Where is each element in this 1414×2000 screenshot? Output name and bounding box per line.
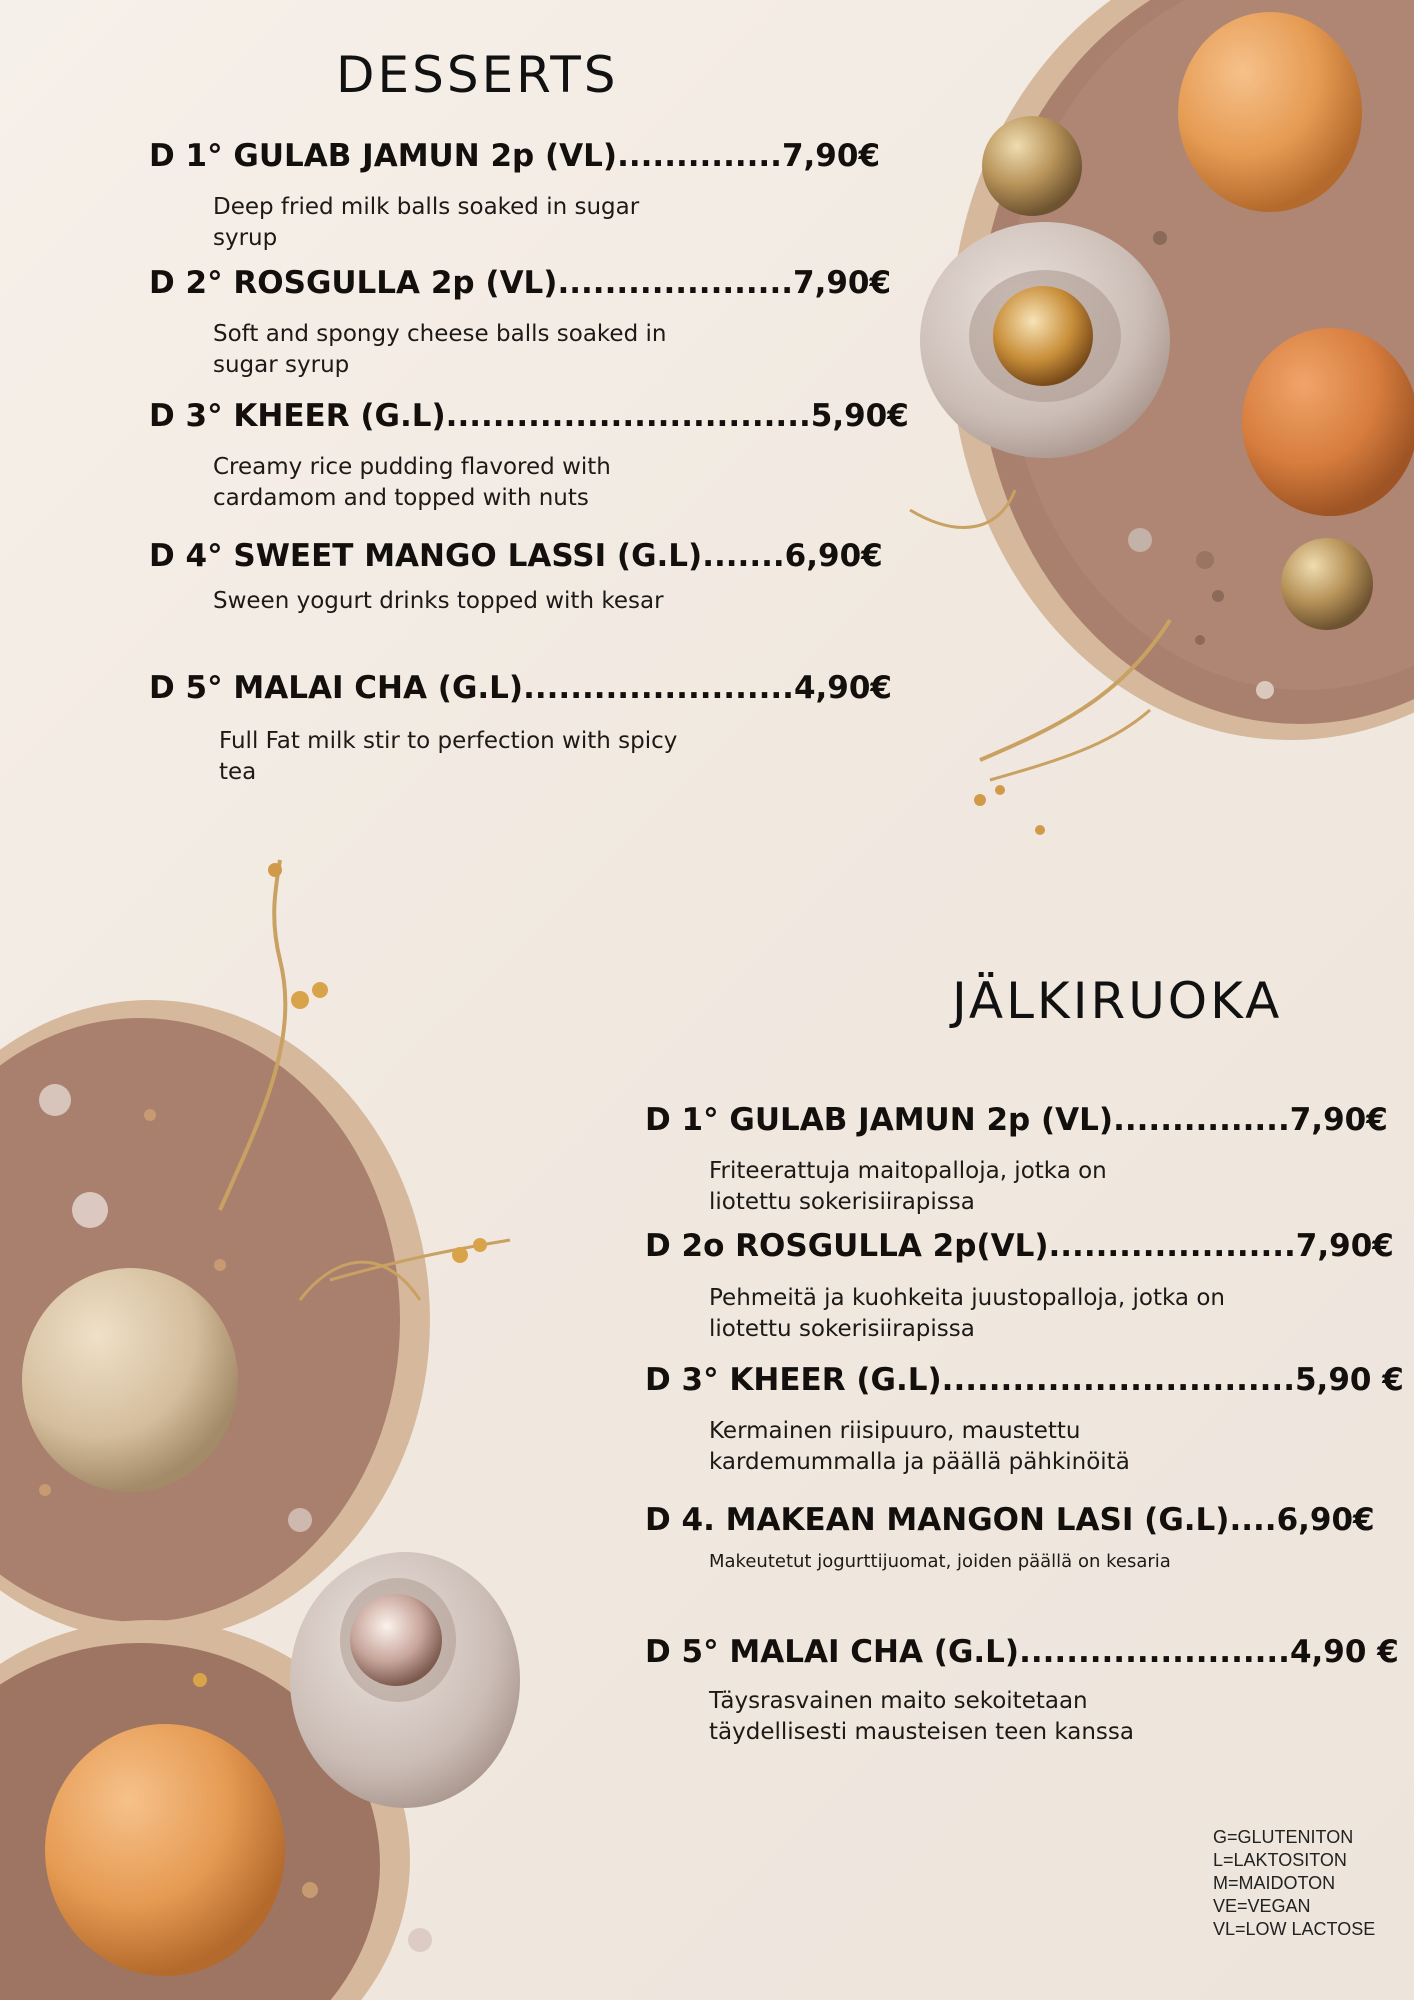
legend-gluten-free: G=GLUTENITON bbox=[1213, 1827, 1354, 1847]
dessert-item-3-desc: Creamy rice pudding flavored with cardamom and topped with nuts bbox=[213, 454, 611, 511]
dessert-item-5-desc: Full Fat milk stir to perfection with spicy tea bbox=[219, 728, 678, 785]
jalkiruoka-item-2-title: D 2o ROSGULLA 2p(VL).....................7,90€ bbox=[645, 1228, 1394, 1264]
dessert-item-4-title: D 4° SWEET MANGO LASSI (G.L).......6,90€ bbox=[149, 538, 883, 574]
jalkiruoka-heading: JÄLKIRUOKA bbox=[952, 972, 1283, 1030]
dessert-item-5-title: D 5° MALAI CHA (G.L).......................4,90€ bbox=[149, 670, 893, 706]
legend-vegan: VE=VEGAN bbox=[1213, 1896, 1311, 1916]
jalkiruoka-item-4-desc: Makeutetut jogurttijuomat, joiden päällä on kesaria bbox=[709, 1551, 1171, 1572]
dessert-item-1-desc: Deep fried milk balls soaked in sugar syrup bbox=[213, 194, 640, 251]
dessert-item-3-title: D 3° KHEER (G.L)...............................5,90€ bbox=[149, 398, 909, 434]
legend-low-lactose: VL=LOW LACTOSE bbox=[1213, 1919, 1376, 1939]
jalkiruoka-item-1-desc: Friteerattuja maitopalloja, jotka on liotettu sokerisiirapissa bbox=[709, 1158, 1107, 1215]
jalkiruoka-item-3-title: D 3° KHEER (G.L)..............................5,90 € bbox=[645, 1362, 1404, 1398]
dietary-legend bbox=[1213, 1826, 1403, 1941]
legend-lactose-free: L=LAKTOSITON bbox=[1213, 1850, 1347, 1870]
jalkiruoka-item-2-desc: Pehmeitä ja kuohkeita juustopalloja, jotka on liotettu sokerisiirapissa bbox=[709, 1285, 1225, 1342]
jalkiruoka-item-5-title: D 5° MALAI CHA (G.L).......................4,90 € bbox=[645, 1634, 1399, 1670]
jalkiruoka-item-4-title: D 4. MAKEAN MANGON LASI (G.L)....6,90€ bbox=[645, 1502, 1375, 1538]
jalkiruoka-item-3-desc: Kermainen riisipuuro, maustettu kardemummalla ja päällä pähkinöitä bbox=[709, 1418, 1130, 1475]
dessert-item-1-title: D 1° GULAB JAMUN 2p (VL)..............7,90€ bbox=[149, 138, 881, 174]
dessert-item-4-desc: Sween yogurt drinks topped with kesar bbox=[213, 588, 664, 614]
jalkiruoka-item-1-title: D 1° GULAB JAMUN 2p (VL)...............7,90€ bbox=[645, 1102, 1388, 1138]
dessert-item-2-title: D 2° ROSGULLA 2p (VL)....................7,90€ bbox=[149, 265, 892, 301]
legend-dairy-free: M=MAIDOTON bbox=[1213, 1873, 1336, 1893]
desserts-heading: DESSERTS bbox=[336, 46, 619, 104]
dessert-item-2-desc: Soft and spongy cheese balls soaked in sugar syrup bbox=[213, 321, 667, 378]
jalkiruoka-item-5-desc: Täysrasvainen maito sekoitetaan täydellisesti mausteisen teen kanssa bbox=[709, 1688, 1134, 1745]
